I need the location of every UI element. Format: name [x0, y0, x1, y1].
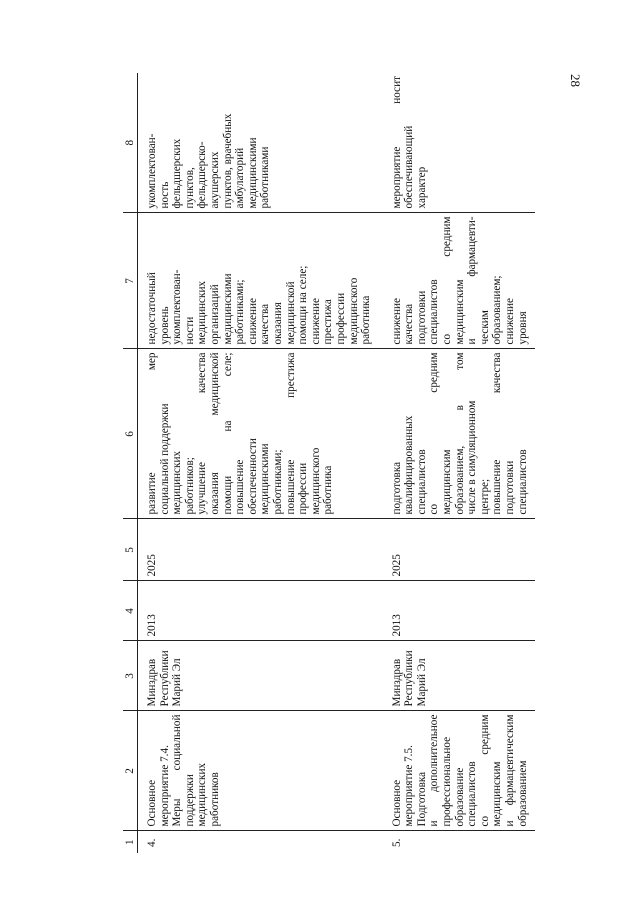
cell-line: центре; [478, 478, 491, 515]
cell-line: образованием [516, 760, 529, 827]
cell-line: пунктов, врачебных [221, 113, 234, 209]
cell-line: работниками; [234, 279, 247, 345]
header-cell-1: 1 [123, 831, 138, 853]
cell-line: повышение престижа [284, 352, 297, 515]
cell-line: профессиональное [441, 736, 454, 827]
cell-line: акушерских [208, 151, 221, 209]
row-number: 5. [390, 838, 403, 847]
cell-line: фельдшерско- [196, 141, 209, 209]
cell-line: пунктов, [183, 167, 196, 209]
cell-line: медицинским [453, 279, 466, 345]
cell-line: медицинскими [259, 443, 272, 515]
header-row [123, 73, 138, 853]
cell-line: медицинских [196, 280, 209, 345]
cell-line: работников; [183, 457, 196, 515]
start-year: 2013 [138, 581, 379, 641]
cell-line: и дополнительное [428, 714, 441, 827]
cell-line: оказания медицинской [208, 352, 221, 515]
cell-line: фельдшерских [171, 138, 184, 209]
cell-line: медицинскими [246, 137, 259, 209]
cell-line: работниками [259, 146, 272, 209]
cell-line: со средним [441, 216, 454, 345]
cell-line: профессии [297, 462, 310, 515]
executor-cell [138, 641, 379, 711]
cell-line: Меры социальной [171, 714, 184, 827]
cell-line: недостаточный [146, 272, 158, 345]
header-cell-3: 3 [123, 641, 138, 711]
cell-line: подготовки [415, 290, 428, 345]
cell-line: мероприятие носит [390, 76, 403, 209]
end-year: 2025 [379, 519, 536, 581]
cell-line: со средним [478, 714, 491, 827]
cell-line: медицинского [309, 447, 322, 515]
cell-line: специалистов [466, 761, 479, 827]
cell-line: организаций [208, 284, 221, 345]
cell-line: помощи на селе; [221, 352, 234, 515]
expected-result-cell [138, 349, 379, 519]
cell-line: работников [208, 772, 221, 827]
indicators-cell [379, 73, 536, 213]
cell-line: со средним [428, 352, 441, 515]
cell-line: развитие мер [146, 352, 158, 515]
table-row [138, 73, 379, 853]
cell-line: Марий Эл [171, 658, 184, 707]
cell-line: снижение [246, 298, 259, 345]
cell-line: образование [453, 767, 466, 827]
cell-line: поддержки [183, 774, 196, 827]
cell-line: квалифицированных [403, 415, 416, 515]
cell-line: социальной поддержки [158, 403, 171, 515]
cell-line: амбулаторий [234, 147, 247, 209]
header-cell-7: 7 [123, 213, 138, 349]
cell-line: медицинских [171, 450, 184, 515]
cell-line: специалистов [428, 279, 441, 345]
cell-line: Основное [390, 779, 403, 827]
cell-line: укомплектован- [171, 269, 184, 345]
cell-line: обеспеченности [246, 438, 259, 515]
cell-line: медицинским [491, 761, 504, 827]
cell-line: образованием, в том [453, 352, 466, 515]
cell-line: снижение [309, 298, 322, 345]
cell-line: образованием; [491, 275, 504, 345]
cell-line: работниками; [271, 449, 284, 515]
cell-line: работника [360, 295, 373, 345]
indicators-cell [138, 73, 379, 213]
cell-line: снижение [504, 298, 517, 345]
cell-line: и фармацевтическим [504, 714, 517, 827]
cell-line: и фармацевти- [466, 216, 479, 345]
cell-line: медицинских [196, 762, 209, 827]
header-cell-4: 4 [123, 581, 138, 641]
cell-line: Республики [158, 650, 171, 707]
cell-line: улучшение качества [196, 352, 209, 515]
cell-line: Основное [146, 779, 158, 827]
cell-line: характер [415, 166, 428, 209]
cell-line: качества [403, 303, 416, 345]
cell-line: обеспечивающий [403, 125, 416, 209]
cell-line: ческим [478, 310, 491, 345]
consequences-cell [138, 213, 379, 349]
expected-result-cell [379, 349, 536, 519]
cell-line: уровня [516, 311, 529, 345]
cell-line: престижа [322, 299, 335, 345]
cell-line: медицинской [284, 281, 297, 345]
cell-line: Подготовка [415, 771, 428, 827]
cell-line: профессии [334, 292, 347, 345]
header-cell-6: 6 [123, 349, 138, 519]
measure-name-cell [379, 711, 536, 831]
consequences-cell [379, 213, 536, 349]
table-row [379, 73, 536, 853]
cell-line: ности [183, 316, 196, 345]
cell-line: работника [322, 465, 335, 515]
cell-line: специалистов [415, 449, 428, 515]
cell-line: снижение [390, 298, 403, 345]
header-cell-2: 2 [123, 711, 138, 831]
measures-table [123, 73, 535, 853]
cell-line: Минздрав [146, 658, 158, 707]
header-cell-8: 8 [123, 73, 138, 213]
cell-line: мероприятие 7.4. [158, 745, 171, 827]
cell-line: медицинского [347, 277, 360, 345]
page-number: 28 [568, 74, 583, 87]
cell-line: медицинским [441, 449, 454, 515]
cell-line: подготовка [390, 461, 403, 515]
cell-line: укомплектован- [146, 133, 158, 209]
cell-line: ность [158, 181, 171, 209]
header-cell-5: 5 [123, 519, 138, 581]
executor-cell [379, 641, 536, 711]
end-year: 2025 [138, 519, 379, 581]
cell-line: подготовки [504, 460, 517, 515]
cell-line: помощи на селе; [297, 265, 310, 345]
cell-line: медицинскими [221, 273, 234, 345]
cell-line: оказания [271, 302, 284, 345]
start-year: 2013 [379, 581, 536, 641]
cell-line: Минздрав [390, 658, 403, 707]
cell-line: повышение [234, 459, 247, 515]
cell-line: Марий Эл [415, 658, 428, 707]
cell-line: числе в симуляционном [466, 400, 479, 515]
cell-line: качества [259, 303, 272, 345]
cell-line: мероприятие 7.5. [403, 745, 416, 827]
measure-name-cell [138, 711, 379, 831]
cell-line: уровень [158, 306, 171, 345]
cell-line: Республики [403, 650, 416, 707]
cell-line: повышение качества [491, 352, 504, 515]
row-number: 4. [146, 838, 158, 847]
cell-line: специалистов [516, 449, 529, 515]
